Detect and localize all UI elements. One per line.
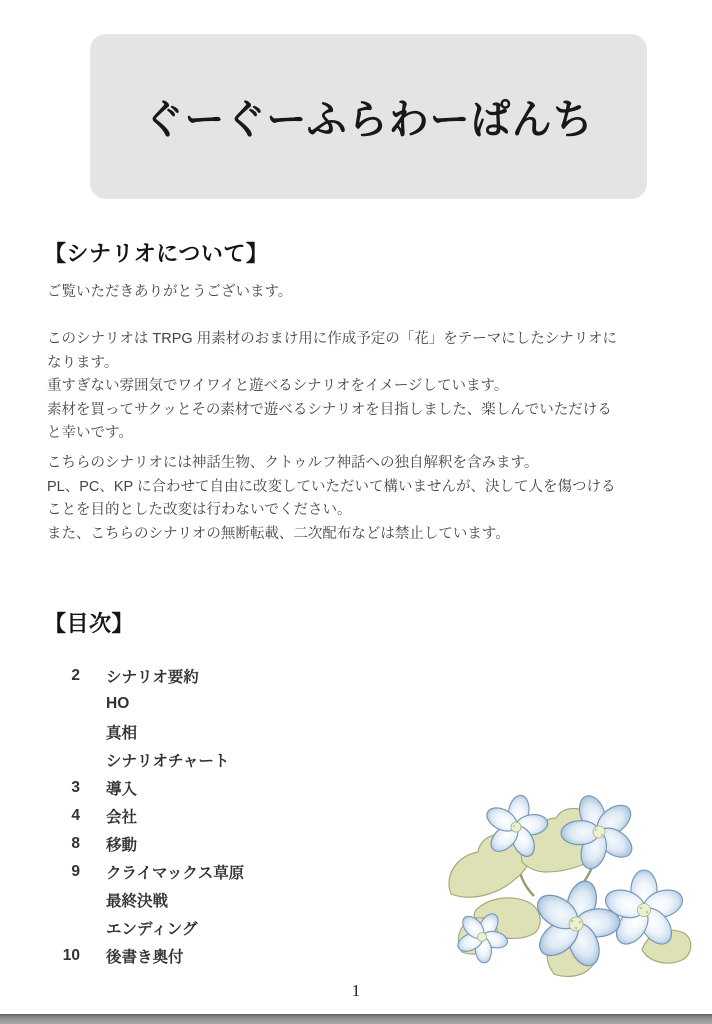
toc-page-number: 10 bbox=[62, 947, 80, 964]
toc-row bbox=[47, 942, 244, 970]
toc-entry-label: 真相 bbox=[106, 725, 138, 742]
text-line: PL、PC、KP に合わせて自由に改変していただいて構いませんが、決して人を傷つける bbox=[47, 478, 616, 495]
toc-row bbox=[47, 690, 244, 718]
about-paragraph-3 bbox=[47, 452, 616, 546]
toc-entry-label: クライマックス草原 bbox=[106, 865, 245, 882]
title-banner bbox=[90, 34, 647, 199]
toc-entry-label: シナリオ要約 bbox=[106, 669, 199, 686]
toc-page-number: 9 bbox=[71, 863, 80, 880]
flower-illustration-svg bbox=[436, 782, 708, 978]
text-line: こちらのシナリオには神話生物、クトゥルフ神話への独自解釈を含みます。 bbox=[47, 455, 539, 471]
toc-row bbox=[47, 914, 244, 942]
toc-entry-label: 導入 bbox=[106, 781, 138, 798]
toc-row bbox=[47, 718, 244, 746]
text-line: なります。 bbox=[47, 354, 119, 371]
toc-row bbox=[47, 774, 244, 802]
toc-entry-label: 最終決戦 bbox=[106, 893, 169, 910]
about-section-heading: 【シナリオについて】 bbox=[44, 241, 269, 266]
text-line: また、こちらのシナリオの無断転載、二次配布などは禁止しています。 bbox=[47, 525, 510, 542]
toc-row bbox=[47, 886, 244, 914]
scenario-title: ぐーぐーふらわーぱんち bbox=[143, 97, 594, 143]
toc-row bbox=[47, 802, 244, 830]
text-line: ご覧いただきありがとうございます。 bbox=[47, 284, 293, 300]
about-paragraph-1 bbox=[47, 281, 292, 305]
table-of-contents bbox=[47, 662, 244, 970]
toc-entry-label: シナリオチャート bbox=[106, 753, 230, 770]
toc-page-number: 4 bbox=[71, 807, 80, 824]
text-line: 素材を買ってサクッとその素材で遊べるシナリオを目指しました、楽しんでいただける bbox=[47, 401, 612, 418]
bottom-divider-bar bbox=[0, 1014, 712, 1024]
toc-row bbox=[47, 662, 244, 690]
blue-flowers-illustration bbox=[436, 782, 708, 978]
toc-entry-label: 会社 bbox=[106, 809, 138, 826]
text-line: 重すぎない雰囲気でワイワイと遊べるシナリオをイメージしています。 bbox=[47, 378, 509, 394]
page-number: 1 bbox=[351, 981, 361, 1000]
text-line: ことを目的とした改変は行わないでください。 bbox=[47, 502, 352, 518]
toc-entry-label: HO bbox=[106, 695, 130, 712]
text-line: と幸いです。 bbox=[47, 425, 133, 441]
toc-row bbox=[47, 746, 244, 774]
toc-entry-label: エンディング bbox=[106, 921, 198, 938]
toc-page-number: 8 bbox=[71, 835, 80, 852]
toc-row bbox=[47, 858, 244, 886]
toc-section-heading: 【目次】 bbox=[44, 611, 135, 636]
toc-entry-label: 移動 bbox=[106, 837, 138, 854]
toc-entry-label: 後書き奥付 bbox=[106, 949, 184, 966]
toc-page-number: 2 bbox=[71, 667, 80, 684]
toc-row bbox=[47, 830, 244, 858]
about-paragraph-2 bbox=[47, 328, 617, 446]
toc-page-number: 3 bbox=[71, 779, 80, 796]
text-line: このシナリオは TRPG 用素材のおまけ用に作成予定の「花」をテーマにしたシナリオに bbox=[47, 331, 618, 347]
